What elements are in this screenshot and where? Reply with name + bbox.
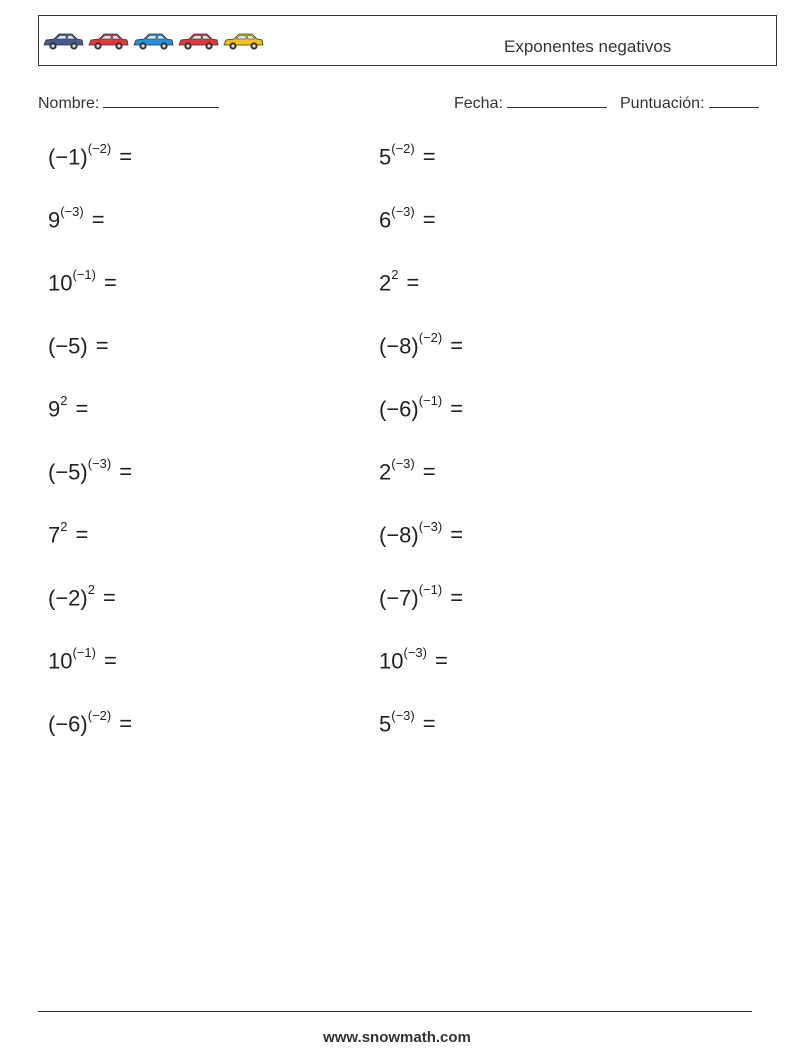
problem-base: 5	[379, 144, 392, 170]
problem-right-1	[379, 141, 436, 170]
problem-base: 9	[48, 207, 61, 233]
problem-exponent: (−2)	[87, 708, 112, 723]
problem-equals: =	[422, 207, 436, 233]
problem-equals: =	[450, 585, 464, 611]
problem-base: (−7)	[379, 585, 419, 611]
car-icon	[132, 30, 174, 52]
problem-left-8	[48, 582, 116, 611]
footer-divider	[38, 1011, 752, 1012]
name-line[interactable]	[103, 93, 219, 108]
problem-equals: =	[434, 648, 448, 674]
problem-base: 10	[379, 648, 404, 674]
problem-exponent: (−3)	[391, 204, 415, 219]
problem-left-5	[48, 393, 89, 422]
problem-exponent: 2	[60, 393, 68, 408]
problem-base: 10	[48, 648, 73, 674]
car-icon	[177, 30, 219, 52]
problem-left-10	[48, 708, 133, 737]
problem-base: 2	[379, 270, 392, 296]
problem-left-6	[48, 456, 133, 485]
header-box	[38, 15, 777, 66]
problem-left-7	[48, 519, 89, 548]
date-field	[454, 93, 607, 113]
problem-base: 7	[48, 522, 61, 548]
problem-exponent: (−2)	[391, 141, 415, 156]
problem-base: (−5)	[48, 459, 88, 485]
problem-exponent: 2	[87, 582, 95, 597]
problem-exponent: (−1)	[418, 582, 443, 597]
problem-equals: =	[422, 711, 436, 737]
car-icon	[42, 30, 84, 52]
problem-left-9	[48, 645, 117, 674]
car-icon	[87, 30, 129, 52]
score-field	[620, 93, 759, 113]
problem-equals: =	[91, 207, 105, 233]
problem-equals: =	[450, 522, 464, 548]
problem-base: (−5)	[48, 333, 88, 359]
problem-equals: =	[102, 585, 116, 611]
problem-base: (−6)	[379, 396, 419, 422]
score-line[interactable]	[709, 93, 759, 108]
problem-exponent: (−1)	[72, 645, 96, 660]
problem-left-3	[48, 267, 117, 296]
problem-equals: =	[422, 144, 436, 170]
problem-base: 9	[48, 396, 61, 422]
problem-exponent: (−3)	[87, 456, 112, 471]
date-line[interactable]	[507, 93, 607, 108]
problem-exponent: (−3)	[418, 519, 443, 534]
problem-left-4	[48, 333, 109, 359]
problem-exponent: (−2)	[418, 330, 443, 345]
name-field	[38, 93, 219, 113]
problem-base: (−1)	[48, 144, 88, 170]
problem-right-4	[379, 330, 464, 359]
problem-equals: =	[75, 522, 89, 548]
problem-equals: =	[75, 396, 89, 422]
problem-equals: =	[95, 333, 109, 359]
problem-equals: =	[450, 333, 464, 359]
worksheet-title: Exponentes negativos	[504, 37, 672, 56]
problem-equals: =	[103, 648, 117, 674]
problem-equals: =	[422, 459, 436, 485]
problem-exponent: (−1)	[72, 267, 96, 282]
problem-right-5	[379, 393, 464, 422]
problem-exponent: (−3)	[391, 456, 415, 471]
problem-base: 10	[48, 270, 73, 296]
problem-base: (−6)	[48, 711, 88, 737]
problem-base: 6	[379, 207, 392, 233]
problem-base: (−8)	[379, 333, 419, 359]
problem-equals: =	[119, 459, 133, 485]
problem-right-6	[379, 456, 436, 485]
problem-base: (−8)	[379, 522, 419, 548]
car-icon	[222, 30, 264, 52]
problem-left-2	[48, 204, 105, 233]
problem-left-1	[48, 141, 133, 170]
problem-right-7	[379, 519, 464, 548]
problem-right-3	[379, 267, 420, 296]
problem-exponent: (−1)	[418, 393, 443, 408]
problem-exponent: (−2)	[87, 141, 112, 156]
problem-right-2	[379, 204, 436, 233]
name-label: Nombre:	[38, 95, 100, 112]
problem-exponent: 2	[60, 519, 68, 534]
problem-right-10	[379, 708, 436, 737]
problem-base: 5	[379, 711, 392, 737]
problem-equals: =	[103, 270, 117, 296]
problem-equals: =	[406, 270, 420, 296]
score-label: Puntuación:	[620, 95, 705, 112]
problem-equals: =	[450, 396, 464, 422]
date-label: Fecha:	[454, 95, 503, 112]
footer-url: www.snowmath.com	[323, 1029, 471, 1046]
problem-right-9	[379, 645, 448, 674]
problem-equals: =	[119, 711, 133, 737]
problem-base: 2	[379, 459, 392, 485]
car-icons	[42, 30, 264, 52]
problem-exponent: (−3)	[391, 708, 415, 723]
problem-right-8	[379, 582, 464, 611]
problem-base: (−2)	[48, 585, 88, 611]
problem-exponent: (−3)	[403, 645, 427, 660]
problem-exponent: 2	[391, 267, 399, 282]
problem-exponent: (−3)	[60, 204, 84, 219]
problem-equals: =	[119, 144, 133, 170]
